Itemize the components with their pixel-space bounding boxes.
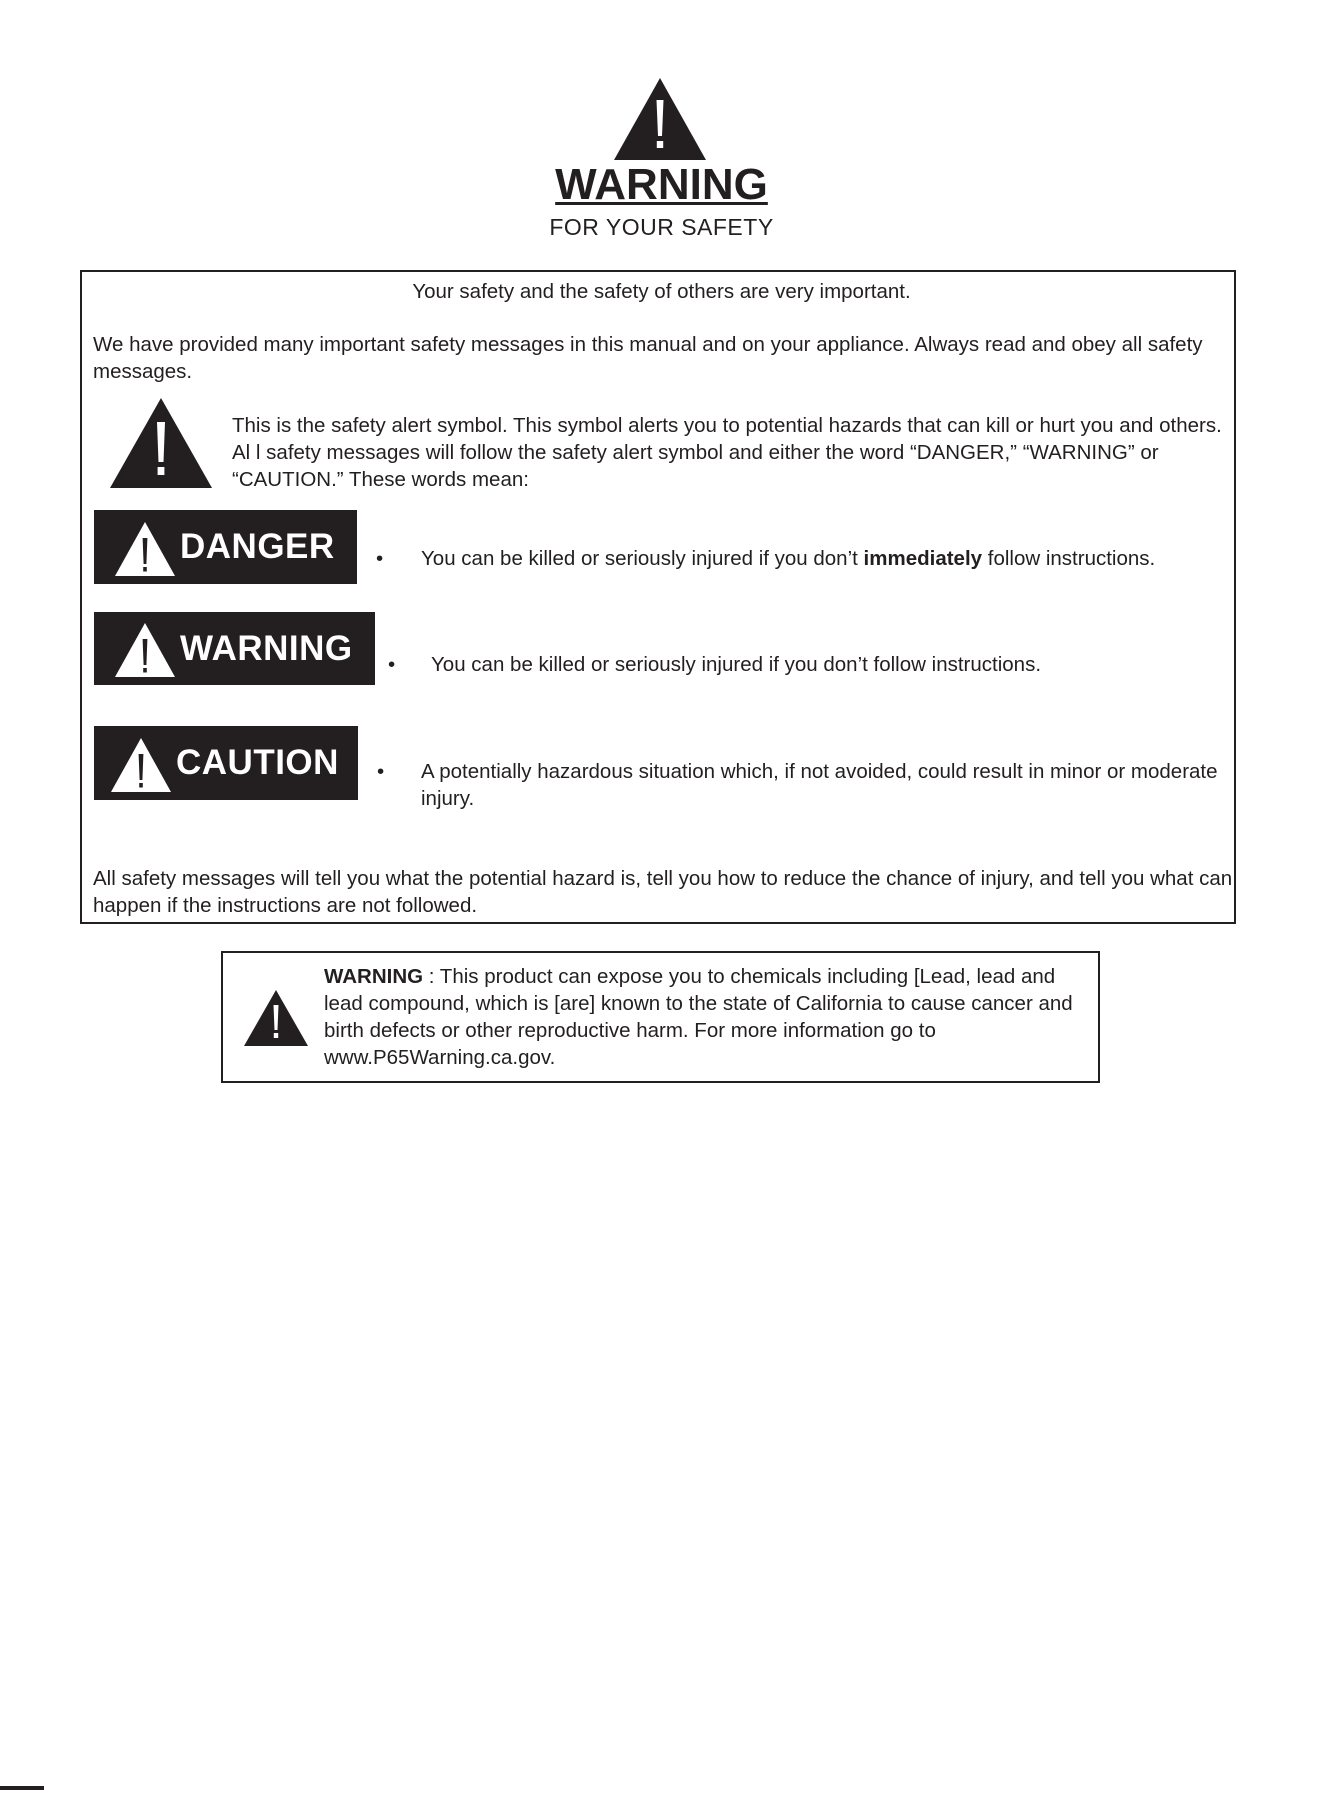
caution-signal-badge [94, 726, 358, 800]
danger-signal-badge [94, 510, 357, 584]
page-edge-mark [0, 1786, 44, 1790]
warning-bullet: • [388, 653, 396, 676]
danger-bullet: • [376, 547, 384, 570]
prop65-alert-triangle-icon [244, 990, 308, 1046]
warning-description: You can be killed or seriously injured if you don’t follow instructions. [431, 653, 1042, 676]
caution-description: A potentially hazardous situation which, if not avoided, could result in minor or moderate injury. [421, 760, 1218, 810]
alert-symbol-description: This is the safety alert symbol. This symbol alerts you to potential hazards that can kill or hurt you and others. Al l safety messages will follow the safety alert symbol and either the word “DANGER,” “WARNING” or “CAUTION.” These words mean: [232, 414, 1222, 491]
prop65-warning-text: WARNING : This product can expose you to chemicals including [Lead, lead and lead compound, which is [are] known to the state of California to cause cancer and birth defects or other reproductive harm. For more information go to www.P65Warning.ca.gov. [324, 965, 1073, 1069]
page-title: WARNING [555, 160, 768, 209]
warning-label: WARNING [180, 628, 353, 668]
warning-triangle-icon [94, 612, 176, 685]
caution-bullet: • [377, 760, 385, 783]
warning-triangle-icon [94, 726, 172, 800]
intro-line: Your safety and the safety of others are very important. [412, 280, 911, 303]
safety-messages-paragraph: We have provided many important safety messages in this manual and on your appliance. Always read and obey all safety messages. [93, 333, 1203, 383]
page-subtitle: FOR YOUR SAFETY [549, 214, 774, 240]
caution-label: CAUTION [176, 743, 339, 782]
safety-alert-triangle-icon [614, 78, 706, 160]
warning-signal-badge [94, 612, 375, 685]
warning-triangle-icon [94, 510, 176, 584]
danger-description: You can be killed or seriously injured if you don’t immediately follow instructions. [421, 547, 1156, 570]
hazard-explanation-paragraph: All safety messages will tell you what the potential hazard is, tell you how to reduce the chance of injury, and tell you what can happen if the instructions are not followed. [93, 867, 1233, 917]
danger-label: DANGER [180, 527, 335, 566]
safety-alert-symbol-icon [110, 398, 212, 488]
